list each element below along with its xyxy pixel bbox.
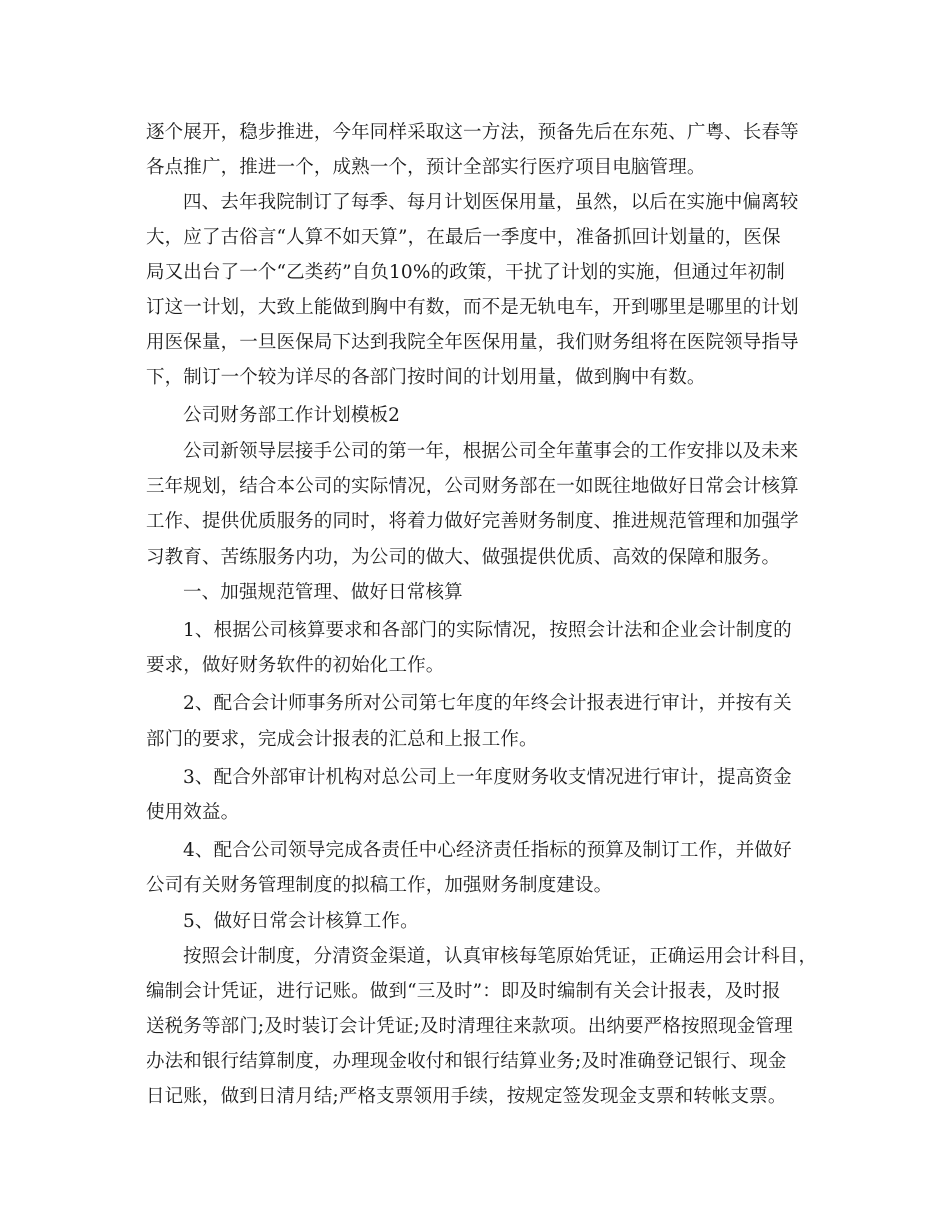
text-line: 5、做好日常会计核算工作。 (183, 911, 419, 932)
text-line: 局又出台了一个“乙类药”自负10%的政策，干扰了计划的实施，但通过年初制 (146, 262, 785, 283)
text-line: 2、配合会计师事务所对公司第七年度的年终会计报表进行审计，并按有关 (183, 693, 792, 714)
text-line: 部门的要求，完成会计报表的汇总和上报工作。 (146, 729, 538, 750)
text-line: 订这一计划，大致上能做到胸中有数，而不是无轨电车，开到哪里是哪里的计划 (146, 297, 799, 318)
text-line: 公司有关财务管理制度的拟稿工作，加强财务制度建设。 (146, 875, 613, 896)
section-heading: 一、加强规范管理、做好日常核算 (183, 582, 463, 603)
text-line: 用医保量，一旦医保局下达到我院全年医保用量，我们财务组将在医院领导指导 (146, 332, 799, 353)
text-line: 使用效益。 (146, 802, 240, 823)
text-line: 送税务等部门;及时装订会计凭证;及时清理往来款项。出纳要严格按照现金管理 (146, 1016, 793, 1037)
text-line: 办法和银行结算制度，办理现金收付和银行结算业务;及时准确登记银行、现金 (146, 1051, 787, 1072)
text-line: 4、配合公司领导完成各责任中心经济责任指标的预算及制订工作，并做好 (183, 840, 792, 861)
text-line: 四、去年我院制订了每季、每月计划医保用量，虽然，以后在实施中偏离较 (183, 192, 799, 213)
text-line: 下，制订一个较为详尽的各部门按时间的计划用量，做到胸中有数。 (146, 367, 706, 388)
text-line: 3、配合外部审计机构对总公司上一年度财务收支情况进行审计，提高资金 (183, 767, 792, 788)
text-line: 编制会计凭证，进行记账。做到“三及时”：即及时编制有关会计报表，及时报 (146, 981, 781, 1002)
text-line: 习教育、苦练服务内功，为公司的做大、做强提供优质、高效的保障和服务。 (146, 547, 781, 568)
section-title: 公司财务部工作计划模板2 (183, 405, 401, 426)
text-line: 日记账，做到日清月结;严格支票领用手续，按规定签发现金支票和转帐支票。 (146, 1086, 787, 1107)
text-line: 工作、提供优质服务的同时，将着力做好完善财务制度、推进规范管理和加强学 (146, 511, 799, 532)
text-line: 1、根据公司核算要求和各部门的实际情况，按照会计法和企业会计制度的 (183, 620, 792, 641)
text-line: 公司新领导层接手公司的第一年，根据公司全年董事会的工作安排以及未来 (183, 441, 799, 462)
text-line: 按照会计制度，分清资金渠道，认真审核每笔原始凭证，正确运用会计科目， (183, 946, 818, 967)
text-line: 各点推广，推进一个，成熟一个，预计全部实行医疗项目电脑管理。 (146, 157, 706, 178)
text-line: 要求，做好财务软件的初始化工作。 (146, 655, 445, 676)
text-line: 三年规划，结合本公司的实际情况，公司财务部在一如既往地做好日常会计核算 (146, 476, 799, 497)
text-line: 大，应了古俗言“人算不如天算”，在最后一季度中，准备抓回计划量的，医保 (146, 227, 781, 248)
text-line: 逐个展开，稳步推进，今年同样采取这一方法，预备先后在东苑、广粤、长春等 (146, 122, 799, 143)
